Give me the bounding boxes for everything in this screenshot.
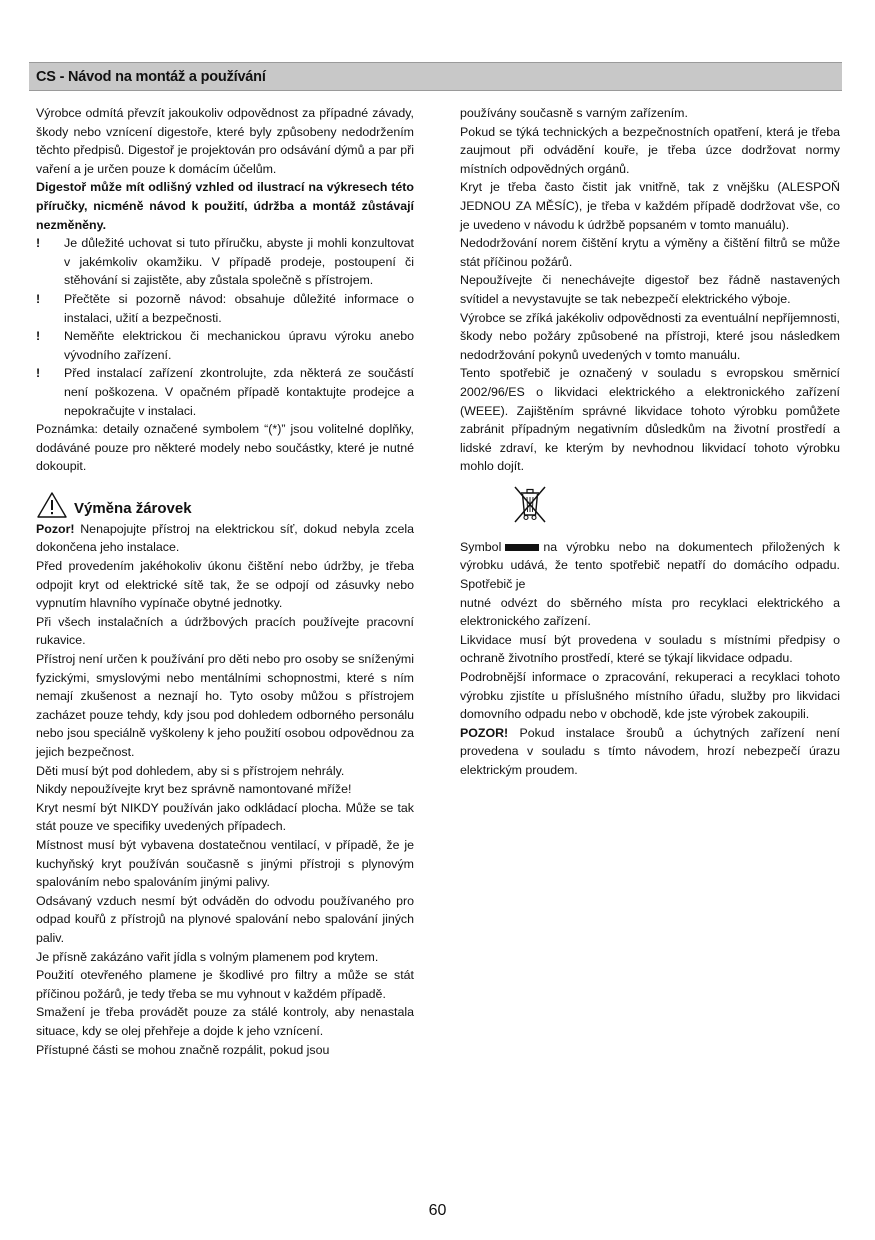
exclamation-mark: ! bbox=[36, 236, 41, 251]
section-title: Výměna žárovek bbox=[74, 499, 192, 517]
page-number: 60 bbox=[428, 1202, 447, 1219]
black-bar-symbol bbox=[505, 544, 539, 551]
pozor-text: Pokud instalace šroubů a úchytných zařízení není provedena v souladu s tímto návodem, hrozí nebezpečí úrazu elektrickým proudem. bbox=[460, 725, 840, 777]
header-bar bbox=[29, 62, 842, 91]
warning-item bbox=[36, 290, 414, 327]
body-paragraph: Před provedením jakéhokoliv úkonu čištění nebo údržby, je třeba odpojit kryt od elektrické sítě tak, že se odpojí od zásuvky nebo vypnutím hlavního vypínače obytné jednotky. bbox=[36, 559, 414, 611]
body-paragraph: Děti musí být pod dohledem, aby si s přístrojem nehrály. bbox=[36, 763, 345, 778]
weee-symbol bbox=[510, 484, 840, 528]
body-paragraph: Likvidace musí být provedena v souladu s místními předpisy o ochraně životního prostředí, které se týkají likvidace odpadu. bbox=[460, 632, 840, 666]
exclamation-mark: ! bbox=[36, 291, 41, 306]
symbol-paragraph bbox=[460, 538, 840, 594]
right-column bbox=[460, 104, 840, 780]
body-paragraph: Nikdy nepoužívejte kryt bez správně namontované mříže! bbox=[36, 782, 352, 797]
body-paragraph: Použití otevřeného plamene je škodlivé pro filtry a může se stát příčinou požárů, je tedy třeba se mu vyhnout v každém případě. bbox=[36, 968, 414, 1001]
warning-text: Přečtěte si pozorně návod: obsahuje důležité informace o instalaci, užití a bezpečnosti. bbox=[64, 291, 414, 325]
pozor-paragraph bbox=[36, 520, 414, 557]
warning-text: Je důležité uchovat si tuto příručku, abyste ji mohli konzultovat v jakémkoliv okamžiku. V případě prodeje, postoupení či stěhování si zajistěte, aby zůstala společně s přístrojem. bbox=[64, 236, 414, 288]
page-title: CS - Návod na montáž a používání bbox=[36, 69, 266, 85]
body-paragraph: Nedodržování norem čištění krytu a výměny a čištění filtrů se může stát příčinou požárů. bbox=[460, 236, 840, 269]
body-paragraph: používány současně s varným zařízením. bbox=[460, 106, 688, 120]
symbol-text-after: na výrobku nebo na dokumentech přiložených k výrobku udává, že tento spotřebič nepatří do domácího odpadu. Spotřebič je bbox=[460, 539, 840, 592]
body-paragraph: Kryt nesmí být NIKDY používán jako odkládací plocha. Může se tak stát pouze ve specifiky uvedených případech. bbox=[36, 800, 414, 834]
pozor-label: Pozor! bbox=[36, 521, 75, 536]
section-heading bbox=[36, 489, 414, 519]
body-paragraph: Smažení je třeba provádět pouze za stálé kontroly, aby nenastala situace, kdy se olej přehřeje a dojde k jeho vznícení. bbox=[36, 1005, 414, 1038]
weee-paragraph: Tento spotřebič je označený v souladu s evropskou směrnicí 2002/96/ES o likvidaci elektrického a elektronického zařízení (WEEE). Zajištěním správné likvidace tohoto výrobku pomůžete zabránit případným negativním důsledkům na životní prostředí a lidské zdraví, ke kterým by nevhodnou likvidací tohoto výrobku mohlo dojít. bbox=[460, 366, 840, 474]
body-paragraph: Při všech instalačních a údržbových pracích používejte pracovní rukavice. bbox=[36, 614, 414, 648]
warning-item bbox=[36, 364, 414, 420]
pozor-label: POZOR! bbox=[460, 725, 509, 740]
warning-text: Neměňte elektrickou či mechanickou úpravu výroku anebo vývodního zařízení. bbox=[64, 329, 414, 362]
body-paragraph: Podrobnější informace o zpracování, rekuperaci a recyklaci tohoto výrobku zjistíte u příslušného místního úřadu, služby pro likvidaci domovního odpadu nebo v obchodě, kde jste výrobek zakoupili. bbox=[460, 670, 840, 722]
body-paragraph: Přístroj není určen k používání pro děti nebo pro osoby se sníženými fyzickými, smyslovými nebo mentálními schopnostmi, které s ním nemají zkušenost a neznají ho. Tyto osoby můžou s přístrojem zacházet pouze tehdy, kdy jsou pod dohledem odborného personálu nebo jsou speciálně vyškoleny k jeho použití osobou odpovědnou za jejich bezpečnost. bbox=[36, 652, 414, 759]
symbol-text-before: Symbol bbox=[460, 539, 502, 554]
body-paragraph: Odsávaný vzduch nesmí být odváděn do odvodu používaného pro odpad kouřů z přístrojů na plynové spalování nebo spalování jiných paliv. bbox=[36, 893, 414, 945]
body-paragraph: Nepoužívejte či nenechávejte digestoř bez řádně nastavených svítidel a nevystavujte se tak nebezpečí elektrického výboje. bbox=[460, 273, 840, 306]
exclamation-mark: ! bbox=[36, 366, 41, 381]
body-paragraph: Místnost musí být vybavena dostatečnou ventilací, v případě, že je kuchyňský kryt používán současně s jinými přístroji s plynovým spalováním nebo spalováním jinými palivy. bbox=[36, 837, 414, 890]
exclamation-mark: ! bbox=[36, 329, 41, 344]
warning-item bbox=[36, 327, 414, 364]
appearance-notice: Digestoř může mít odlišný vzhled od ilustrací na výkresech této příručky, nicméně návod k použití, údržba a montáž zůstávají nezměněny. bbox=[36, 180, 414, 232]
left-column bbox=[36, 104, 414, 1059]
warning-triangle-icon bbox=[36, 491, 68, 519]
body-paragraph: Kryt je třeba často čistit jak vnitřně, tak z vnějšku (ALESPOŇ JEDNOU ZA MĚSÍC), je třeba v každém případě dodržovat vše, co je uvedeno v návodu k údržbě popsaném v tomto manuálu). bbox=[460, 180, 840, 232]
warning-item bbox=[36, 234, 414, 290]
body-paragraph: nutné odvézt do sběrného místa pro recyklaci elektrického a elektronického zařízení. bbox=[460, 595, 840, 629]
intro-paragraph: Výrobce odmítá převzít jakoukoliv odpovědnost za případné závady, škody nebo vznícení digestoře, které byly způsobeny nedodržením těchto předpisů. Digestoř je projektován pro odsávání dýmů a par při vaření a je určen pouze k domácím účelům. bbox=[36, 106, 414, 176]
body-paragraph: Je přísně zakázáno vařit jídla s volným plamenem pod krytem. bbox=[36, 949, 379, 964]
warning-text: Před instalací zařízení zkontrolujte, zda některá ze součástí není poškozena. V opačném případě kontaktujte prodejce a nepokračujte v instalaci. bbox=[64, 366, 414, 418]
body-paragraph: Přístupné části se mohou značně rozpálit, pokud jsou bbox=[36, 1042, 330, 1057]
pozor-paragraph bbox=[460, 724, 840, 780]
body-paragraph: Výrobce se zříká jakékoliv odpovědnosti za eventuální nepříjemnosti, škody nebo požáry způsobené na přístroji, které jsou následkem nedodržování pokynů uvedených v tomto manuálu. bbox=[460, 310, 840, 362]
crossed-bin-icon bbox=[510, 484, 550, 526]
note-paragraph: Poznámka: detaily označené symbolem “(*)” jsou volitelné doplňky, dodáváné pouze pro některé modely nebo součástky, které je nutné dokoupit. bbox=[36, 422, 414, 474]
pozor-text: Nenapojujte přístroj na elektrickou síť, dokud nebyla zcela dokončena jeho instalace. bbox=[36, 521, 414, 555]
body-paragraph: Pokud se týká technických a bezpečnostních opatření, která je třeba zaujmout při odvádění kouře, je třeba úzce dodržovat normy místních odpovědných orgánů. bbox=[460, 124, 840, 176]
